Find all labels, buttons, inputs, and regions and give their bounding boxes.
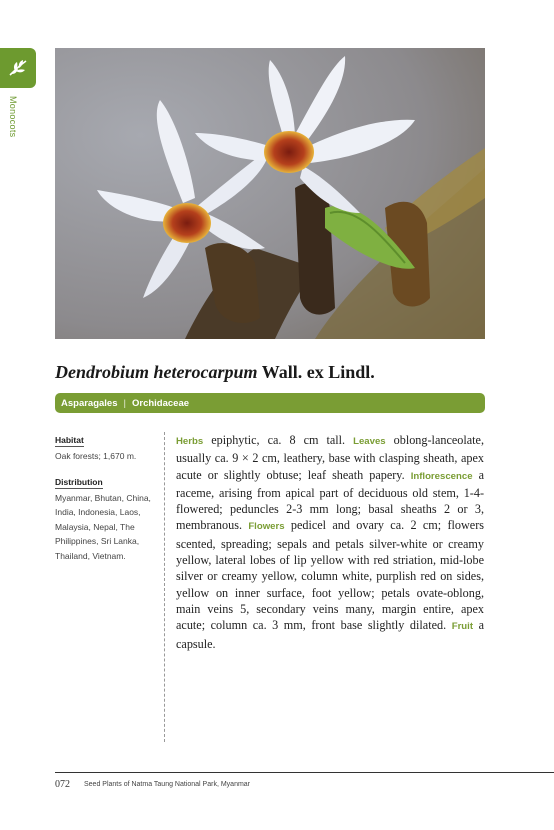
species-photo (55, 48, 485, 339)
inflorescence-label: Inflorescence (410, 470, 473, 482)
fruit-label: Fruit (451, 621, 474, 633)
herbs-label: Herbs (176, 436, 204, 447)
section-tab (0, 48, 36, 88)
habitat-text: Oak forests; 1,670 m. (55, 451, 137, 461)
family-name: Orchidaceae (131, 397, 190, 409)
fruit-text: a capsule. (176, 618, 484, 651)
distribution-block (55, 475, 155, 564)
species-title (55, 362, 375, 383)
scientific-name: Dendrobium heterocarpum (55, 362, 258, 382)
habitat-label: Habitat (55, 435, 84, 445)
classification-band (55, 393, 485, 413)
species-facts (55, 433, 155, 574)
leaves-label: Leaves (353, 436, 386, 447)
book-title: Seed Plants of Natma Taung National Park, Myanmar (84, 781, 251, 788)
habitat-block (55, 433, 155, 464)
section-label: Monocots (8, 96, 18, 138)
leaves-text: oblong-lanceolate, usually ca. 9 × 2 cm, leathery, base with clasping sheath, apex acute or slightly obtuse; leaf sheath papery. (176, 433, 484, 482)
flowers-label: Flowers (248, 521, 285, 533)
species-description (176, 432, 484, 652)
herbs-text: epiphytic, ca. 8 cm tall. (203, 433, 354, 447)
species-authority: Wall. ex Lindl. (261, 362, 375, 382)
flowers-text: pedicel and ovary ca. 2 cm; flowers scented, spreading; sepals and petals silver-white or creamy yellow, lateral lobes of lip yellow with red striation, mid-lobe silver or creamy yellow, column white, purplish red on sides, yellow on inner surface, foot yellow; petals ovate-oblong, main veins 5, secondary veins many, margin entire, apex acute; column ca. 3 mm, front base slightly dilated. (176, 518, 484, 633)
distribution-label: Distribution (55, 476, 103, 487)
footer-rule (55, 772, 554, 773)
classification-separator: | (123, 397, 126, 409)
column-divider (164, 432, 165, 742)
order-name: Asparagales (61, 397, 118, 409)
page-number: 072 (55, 779, 70, 790)
distribution-text: Myanmar, Bhutan, China, India, Indonesia, Laos, Malaysia, Nepal, The Philippines, Sri Lanka, Thailand, Vietnam. (55, 492, 151, 561)
inflorescence-text: a raceme, arising from apical part of deciduous old stem, 1-4-flowered; peduncles 2-3 mm long; basal sheaths 2 or 3, membranous. (176, 467, 484, 533)
leaf-sprig-icon (7, 58, 29, 78)
orchid-photo-illustration (55, 48, 485, 339)
